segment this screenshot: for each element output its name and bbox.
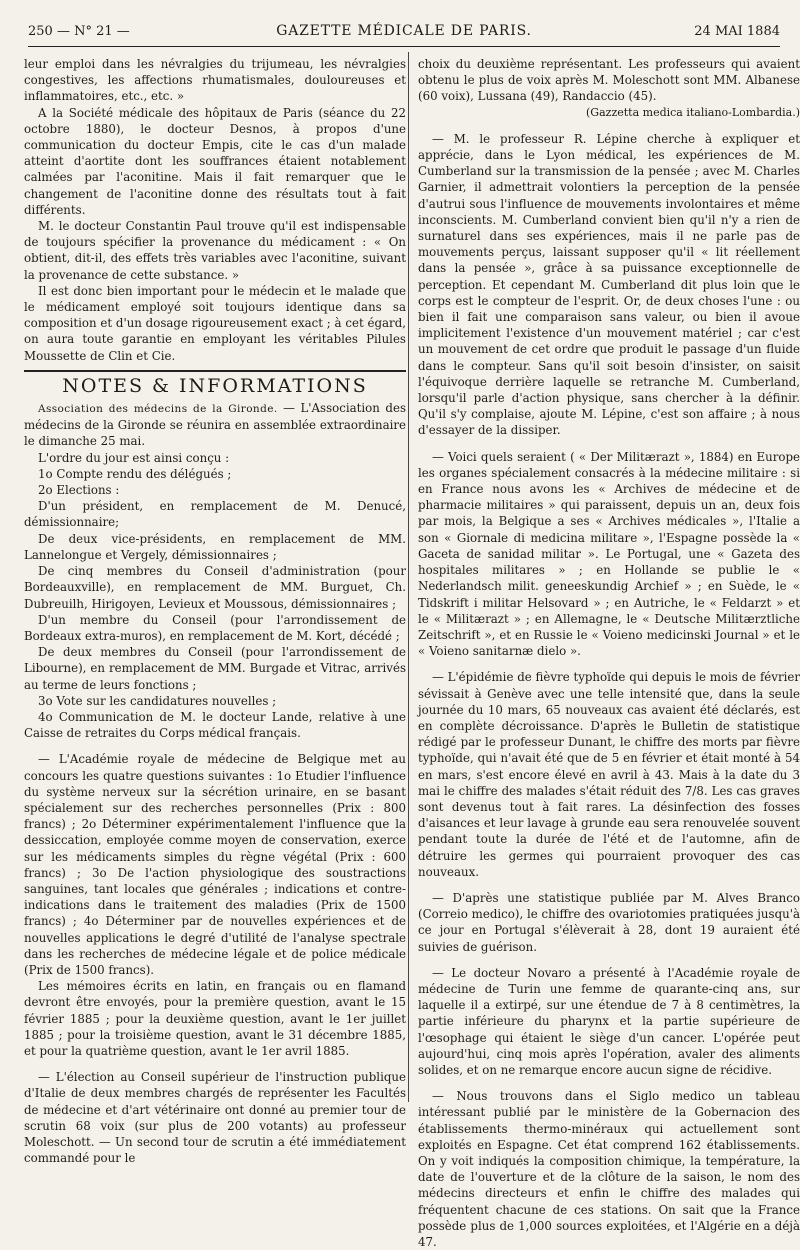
column-divider: [408, 52, 409, 1102]
belgique-paragraph: — L'Académie royale de médecine de Belgique met au concours les quatre questions suivantes : 1o Etudier l'influence du système nerveux sur la sécrétion urinaire, en se basant spécialement sur des recherches personnelles (Prix : 800 francs) ; 2o Déterminer expérimentalement l'influence que la dessiccation, employée comme moyen de conservation, exerce sur les médicaments simples du règne végétal (Prix : 600 francs) ; 3o De l'action physiologique des soustractions sanguines, tant locales que générales ; indications et contre-indications dans le traitement des maladies (Prix de 1500 francs) ; 4o Déterminer par de nouvelles expériences et de nouvelles applications le degré d'utilité de l'analyse spectrale dans les recherches de médecine légale et de police médicale (Prix de 1500 francs).: [24, 752, 406, 977]
paragraph: choix du deuxième représentant. Les professeurs qui avaient obtenu le plus de voix après M. Moleschott sont MM. Albanese (60 voix), Lussana (49), Randaccio (45).: [418, 57, 800, 104]
association-heading: Association des médecins de la Gironde.: [38, 403, 278, 416]
source-citation: (Gazzetta medica italiano-Lombardia.): [586, 105, 800, 119]
paragraph: leur emploi dans les névralgies du trijumeau, les névralgies congestives, les affections rhumatismales, douloureuses et inflammatoires, etc., etc. »: [24, 57, 406, 104]
section-rule: [24, 370, 406, 372]
agenda-item: 1o Compte rendu des délégués ;: [38, 466, 232, 481]
journal-title: GAZETTE MÉDICALE DE PARIS.: [276, 23, 532, 39]
section-title: NOTES & INFORMATIONS: [62, 374, 368, 397]
geneve-paragraph: — L'épidémie de fièvre typhoïde qui depuis le mois de février sévissait à Genève avec une telle intensité que, dans la seule journée du 10 mars, 65 nouveaux cas avaient été déclarés, est en complète décroissance. D'après le Bulletin de statistique rédigé par le professeur Dunant, le chiffre des morts par fièvre typhoïde, qui n'avait été que de 5 en février et était monté à 54 en mars, s'est encore élevé en avril à 43. Mais à la date du 3 mai le chiffre des malades s'était réduit des 7/8. Les cas graves sont devenus tout à fait rares. La désinfection des fosses d'aisances et leur lavage à grunde eau sera renouvelée souvent pendant toute la durée de l'été et de l'automne, afin de détruire les germes qui pourraient provoquer des cas nouveaux.: [418, 670, 800, 879]
page-number: 250 — N° 21 —: [28, 24, 130, 39]
page-header: [28, 18, 780, 47]
paragraph: M. le docteur Constantin Paul trouve qu'il est indispensable de toujours spécifier la provenance du médicament : « On obtient, dit-il, des effets très variables avec l'aconitine, suivant la provenance de cette substance. »: [24, 219, 406, 282]
agenda-item: D'un président, en remplacement de M. Denucé, démissionnaire;: [24, 499, 406, 530]
paragraph: A la Société médicale des hôpitaux de Paris (séance du 22 octobre 1880), le docteur Desnos, à propos d'une communication du docteur Empis, cite le cas d'un malade atteint d'aortite dont les souffrances étaient notablement calmées par l'aconitine. Mais il fait remarquer que le changement de l'aconitine donne des résultats tout à fait différents.: [24, 105, 406, 217]
italie-paragraph: — L'élection au Conseil supérieur de l'instruction publique d'Italie de deux membres chargés de représenter les Facultés de médecine et d'art vétérinaire ont donné au premier tour de scrutin 68 voix (sur plus de 200 votants) au professeur Moleschott. — Un second tour de scrutin a été immédiatement commandé pour le: [24, 1070, 406, 1166]
portugal-paragraph: — D'après une statistique publiée par M. Alves Branco (Correio medico), le chiffre des ovariotomies pratiquées jusqu'à ce jour en Portugal s'élèverait à 28, dont 19 auraient été suivies de guérison.: [418, 890, 800, 954]
agenda-item: De deux membres du Conseil (pour l'arrondissement de Libourne), en remplacement de MM. Burgade et Vitrac, arrivés au terme de leurs fonctions ;: [24, 645, 406, 692]
left-column: [24, 56, 407, 1166]
militaer-paragraph: — Voici quels seraient ( « Der Militærazt », 1884) en Europe les organes spécialement consacrés à la médecine militaire : si en France nous avons les « Archives de médecine et de pharmacie militaires » qui paraissent, depuis un an, deux fois par mois, la Belgique a ses « Archives médicales », l'Italie a son « Giornale di medicina militare », l'Espagne possède la « Gaceta de sanidad militar ». Le Portugal, une « Gazeta des hospitales militares » ; en Hollande se publie le « Nederlandsch milit. geneeskundig Archief » ; en Suède, le « Tidskrift i militar Helsovard » ; en Autriche, le « Feldarzt » et le « Militærazt » ; en Allemagne, le « Deutsche Militærztliche Zeitschrift », et en Russie le « Voieno medicinski Journal » et le « Voieno sanitarnæ dielo ».: [418, 449, 800, 659]
agenda-item: 2o Elections :: [38, 483, 120, 498]
agenda-item: 3o Vote sur les candidatures nouvelles ;: [38, 693, 277, 708]
siglo-paragraph: — Nous trouvons dans el Siglo medico un tableau intéressant publié par le ministère de la Gobernacion des établissements thermo-minéraux qui actuellement sont exploités en Espagne. Cet état comprend 162 établissements. On y voit indiqués la composition chimique, la température, la date de l'ouverture et de la clôture de la saison, le nom des médecins directeurs et enfin le chiffre des malades qui fréquentent chacune de ces stations. On sait que la France possède plus de 1,000 sources exploitées, et l'Algérie en a déjà 47.: [418, 1089, 800, 1250]
agenda-item: De deux vice-présidents, en remplacement de MM. Lannelongue et Vergely, démissionnaires ;: [24, 531, 406, 562]
agenda-list: [24, 466, 406, 741]
paragraph: Il est donc bien important pour le médecin et le malade que le médicament employé soit toujours identique dans sa composition et d'un dosage rigoureusement exact ; à cet égard, on aura toute garantie en employant les véritables Pilules Moussette de Clin et Cie.: [24, 283, 406, 363]
agenda-item: D'un membre du Conseil (pour l'arrondissement de Bordeaux extra-muros), en remplacement de M. Kort, décédé ;: [24, 612, 406, 643]
agenda-intro: L'ordre du jour est ainsi conçu :: [38, 450, 230, 465]
agenda-item: 4o Communication de M. le docteur Lande, relative à une Caisse de retraites du Corps médical français.: [24, 709, 406, 741]
novaro-paragraph: — Le docteur Novaro a présenté à l'Académie royale de médecine de Turin une femme de quarante-cinq ans, sur laquelle il a extirpé, sur une étendue de 7 à 8 centimètres, la partie inférieure du pharynx et la partie supérieure de l'œsophage qui étaient le siège d'un cancer. L'opérée peut aujourd'hui, cinq mois après l'opération, avaler des aliments solides, et on ne remarque encore aucun signe de récidive.: [418, 965, 800, 1077]
lepine-paragraph: — M. le professeur R. Lépine cherche à expliquer et apprécie, dans le Lyon médical, les expériences de M. Cumberland sur la transmission de la pensée ; avec M. Charles Garnier, il admettrait volontiers la perception de la pensée d'autrui sous l'influence de mouvements involontaires et même inconscients. M. Cumberland convient bien qu'il n'y a rien de surnaturel dans ses expériences, mais il ne parle pas de mouvements perçus, laissant supposer qu'il « lit réellement dans la pensée », grâce à sa puissance exceptionnelle de perception. Et cependant M. Cumberland dit plus loin que le corps est le compteur de l'esprit. Or, de deux choses l'une : ou bien il fait une comparaison sans valeur, ou bien il avoue implicitement l'existence d'un mouvement matériel ; car c'est un mouvement de cet ordre que produit le passage d'un fluide dans le compteur. Sans qu'il soit besoin d'insister, on saisit l'équivoque derrière laquelle se retranche M. Cumberland, lorsqu'il parle d'action physique, sans chercher à la définir. Qu'il s'y complaise, ajoute M. Lépine, c'est son affaire ; à nous d'essayer de la dissiper.: [418, 131, 800, 438]
agenda-item: De cinq membres du Conseil d'administration (pour Bordeauxville), en remplacement de MM. Burguet, Ch. Dubreuilh, Hirigoyen, Levieux et Moussous, démissionnaires ;: [24, 564, 406, 611]
association-text: — L'Association des médecins de la Gironde se réunira en assemblée extraordinaire le dimanche 25 mai.: [24, 401, 407, 449]
memoires-paragraph: Les mémoires écrits en latin, en français ou en flamand devront être envoyés, pour la première question, avant le 15 février 1885 ; pour la deuxième question, avant le 1er juillet 1885 ; pour la troisième question, avant le 31 décembre 1885, et pour la quatrième question, avant le 1er avril 1885.: [24, 979, 406, 1058]
issue-date: 24 MAI 1884: [694, 24, 780, 39]
right-column: [418, 56, 800, 1250]
association-paragraph: [24, 400, 406, 450]
